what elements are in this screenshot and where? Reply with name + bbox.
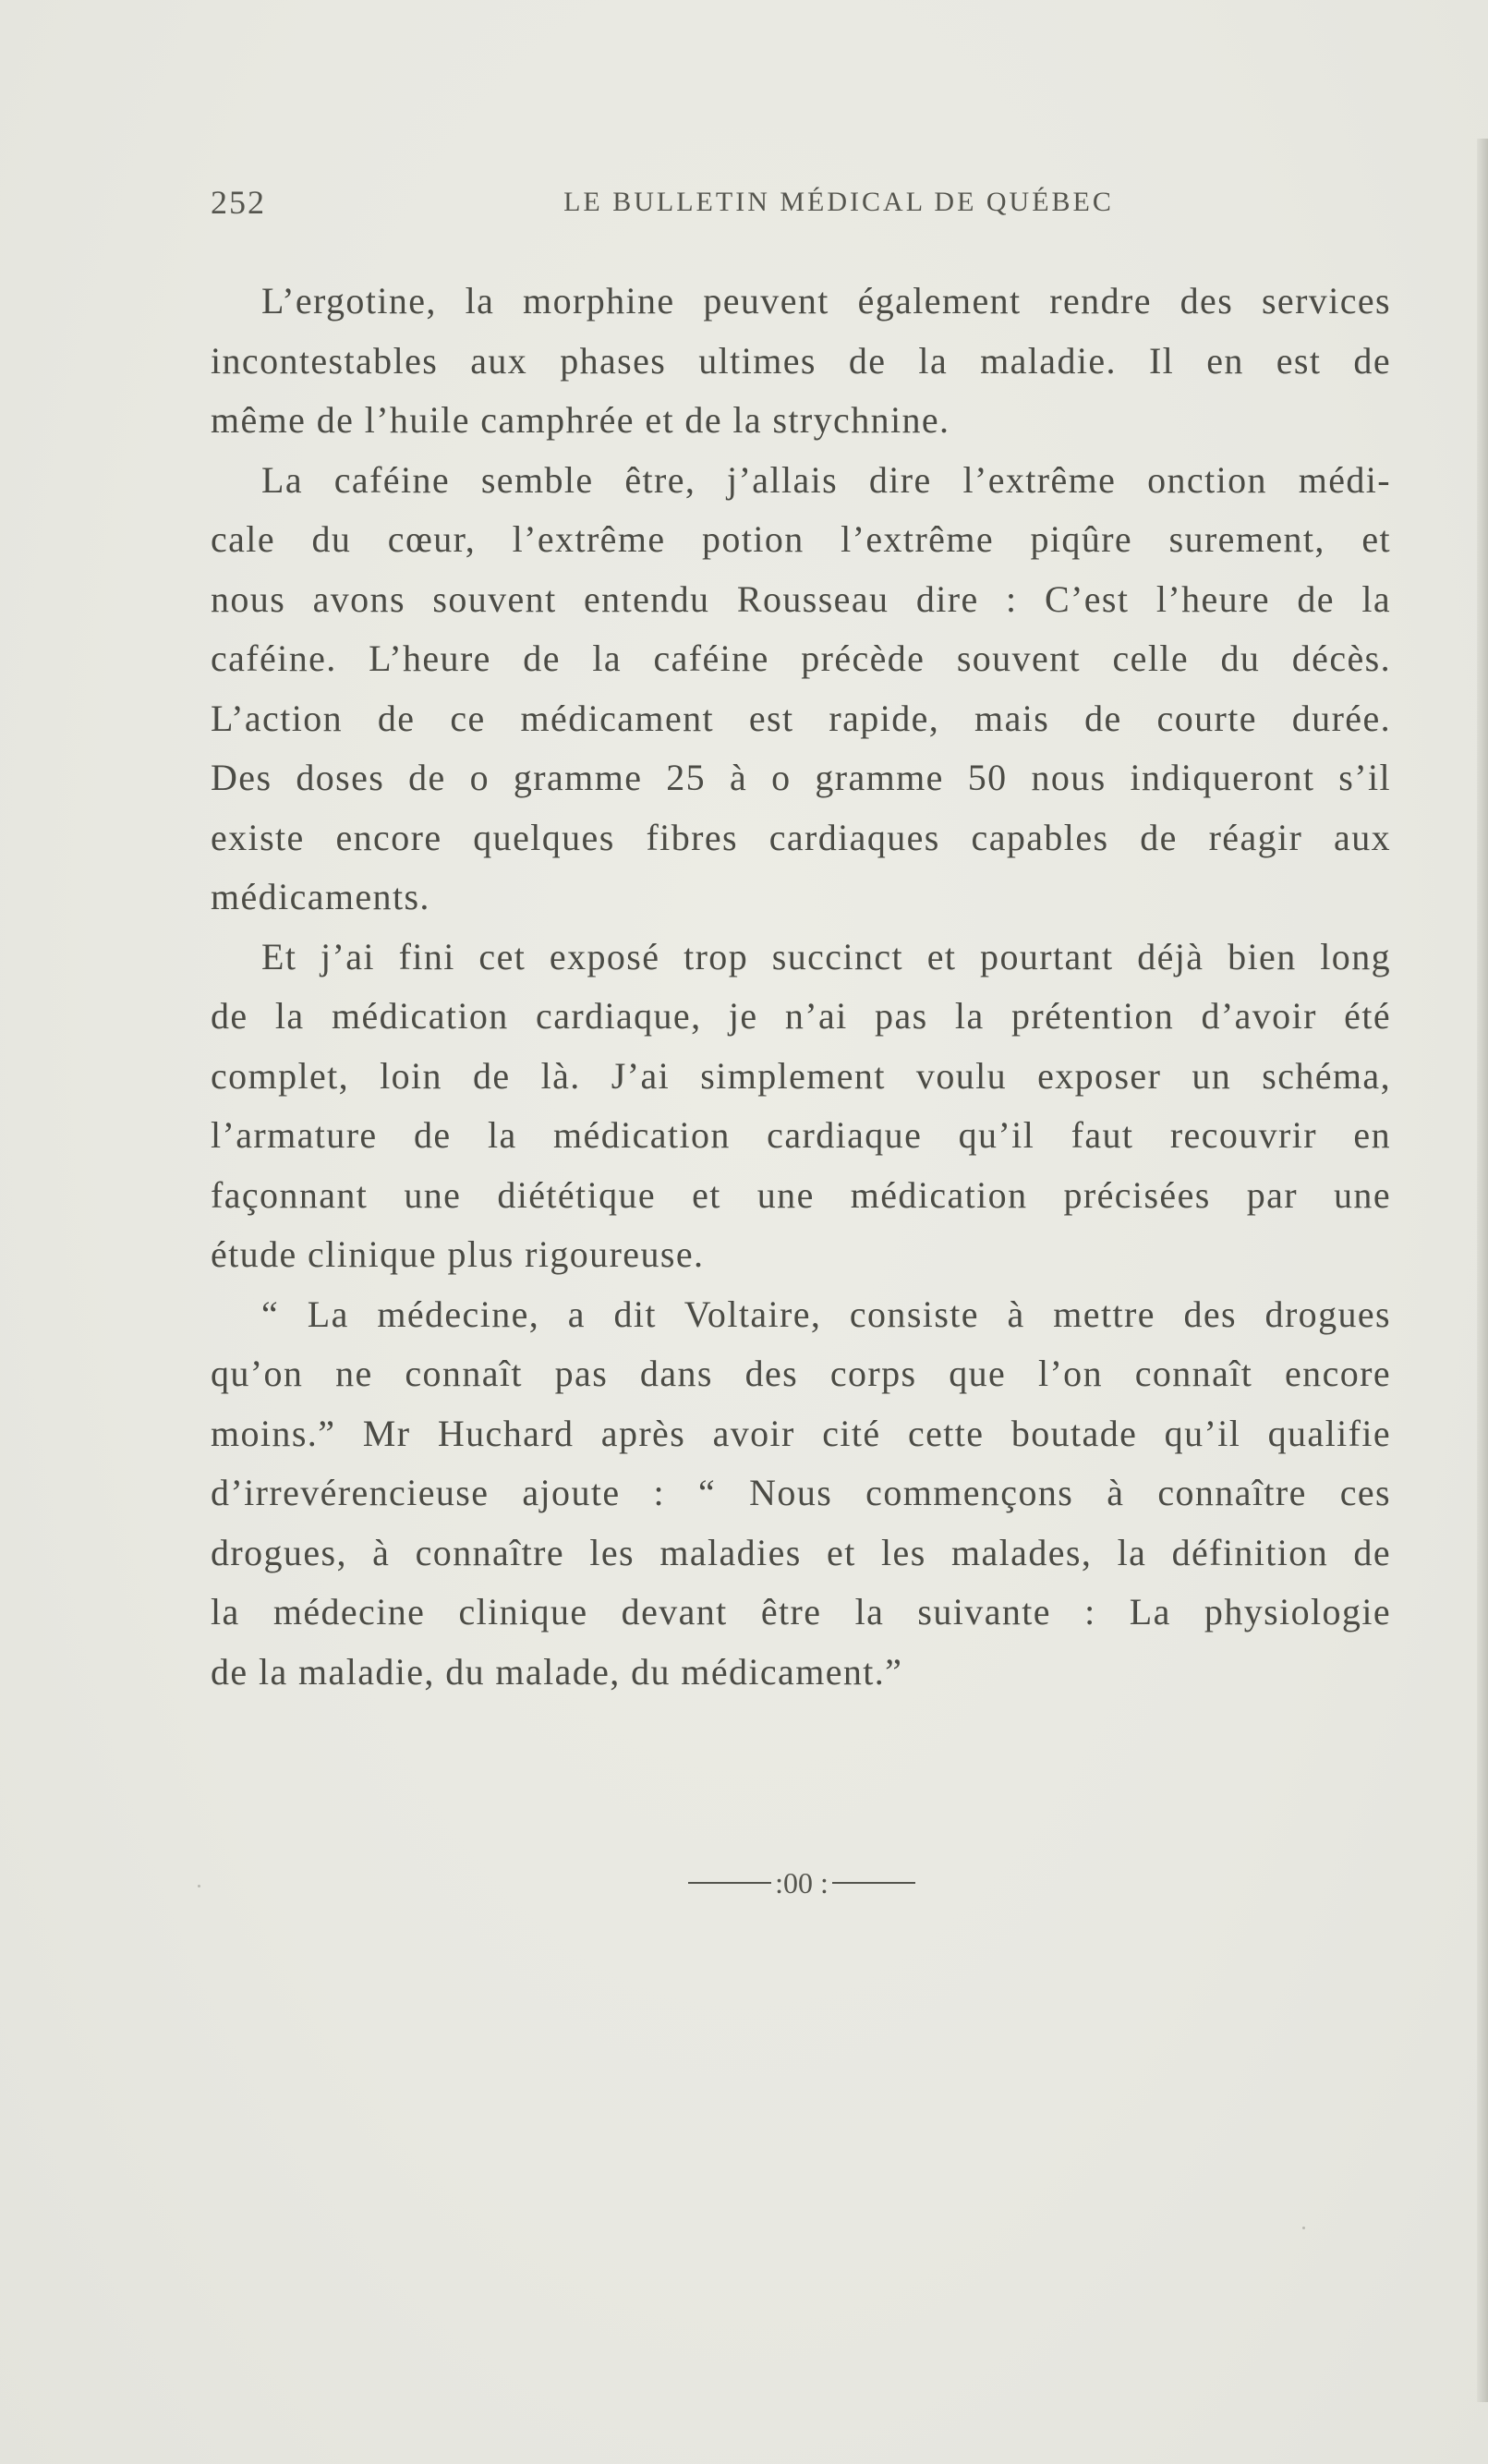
text-line: étude clinique plus rigoureuse. xyxy=(211,1233,705,1275)
text-line: existe encore quelques fibres cardiaques capables de réagir aux xyxy=(211,816,1391,858)
text-line: “ La médecine, a dit Voltaire, consiste à mettre des drogues xyxy=(261,1293,1391,1335)
text-line: Des doses de o gramme 25 à o gramme 50 nous indiqueront s’il xyxy=(211,757,1391,798)
text-line: drogues, à connaître les maladies et les malades, la définition de xyxy=(211,1531,1391,1573)
text-line: La caféine semble être, j’allais dire l’extrême onction médi- xyxy=(261,458,1391,501)
text-line: Et j’ai fini cet exposé trop succinct et pourtant déjà bien long xyxy=(261,935,1391,977)
body-text xyxy=(211,272,1391,1702)
section-end-ornament xyxy=(672,1864,931,1901)
text-line: cale du cœur, l’extrême potion l’extrême piqûre surement, et xyxy=(211,518,1391,560)
paper-speck xyxy=(198,1885,200,1887)
text-line: nous avons souvent entendu Rousseau dire : C’est l’heure de la xyxy=(211,577,1391,620)
paragraph-1 xyxy=(211,272,1391,451)
paragraph-3 xyxy=(211,928,1391,1285)
paper-speck xyxy=(1302,2227,1305,2229)
text-line: médicaments. xyxy=(211,876,430,917)
ornament-rule-left xyxy=(688,1882,771,1884)
text-line: la médecine clinique devant être la suivante : La physiologie xyxy=(211,1591,1391,1633)
text-line: même de l’huile camphrée et de la strychnine. xyxy=(211,399,950,441)
text-line: d’irrevérencieuse ajoute : “ Nous commençons à connaître ces xyxy=(211,1472,1391,1513)
page-edge-shadow xyxy=(1477,139,1488,2402)
text-line: caféine. L’heure de la caféine précède souvent celle du décès. xyxy=(211,637,1391,679)
paragraph-4 xyxy=(211,1285,1391,1703)
paragraph-2 xyxy=(211,451,1391,928)
running-title: LE BULLETIN MÉDICAL DE QUÉBEC xyxy=(563,187,1114,217)
text-line: incontestables aux phases ultimes de la maladie. Il en est de xyxy=(211,339,1391,382)
ornament-rule-right xyxy=(832,1882,915,1884)
text-line: complet, loin de là. J’ai simplement voulu exposer un schéma, xyxy=(211,1054,1391,1097)
text-line: L’ergotine, la morphine peuvent également rendre des services xyxy=(261,280,1391,322)
text-line: de la maladie, du malade, du médicament.” xyxy=(211,1650,903,1693)
text-line: moins.” Mr Huchard après avoir cité cette boutade qu’il qualifie xyxy=(211,1412,1391,1454)
text-line: l’armature de la médication cardiaque qu’il faut recouvrir en xyxy=(211,1114,1391,1156)
text-line: qu’on ne connaît pas dans des corps que l’on connaît encore xyxy=(211,1353,1391,1394)
page-header xyxy=(211,183,1402,229)
text-line: de la médication cardiaque, je n’ai pas la prétention d’avoir été xyxy=(211,995,1391,1037)
text-line: L’action de ce médicament est rapide, mais de courte durée. xyxy=(211,697,1391,739)
page-number: 252 xyxy=(211,184,266,221)
ornament-text: :00 : xyxy=(775,1865,829,1900)
text-line: façonnant une diététique et une médication précisées par une xyxy=(211,1173,1391,1216)
